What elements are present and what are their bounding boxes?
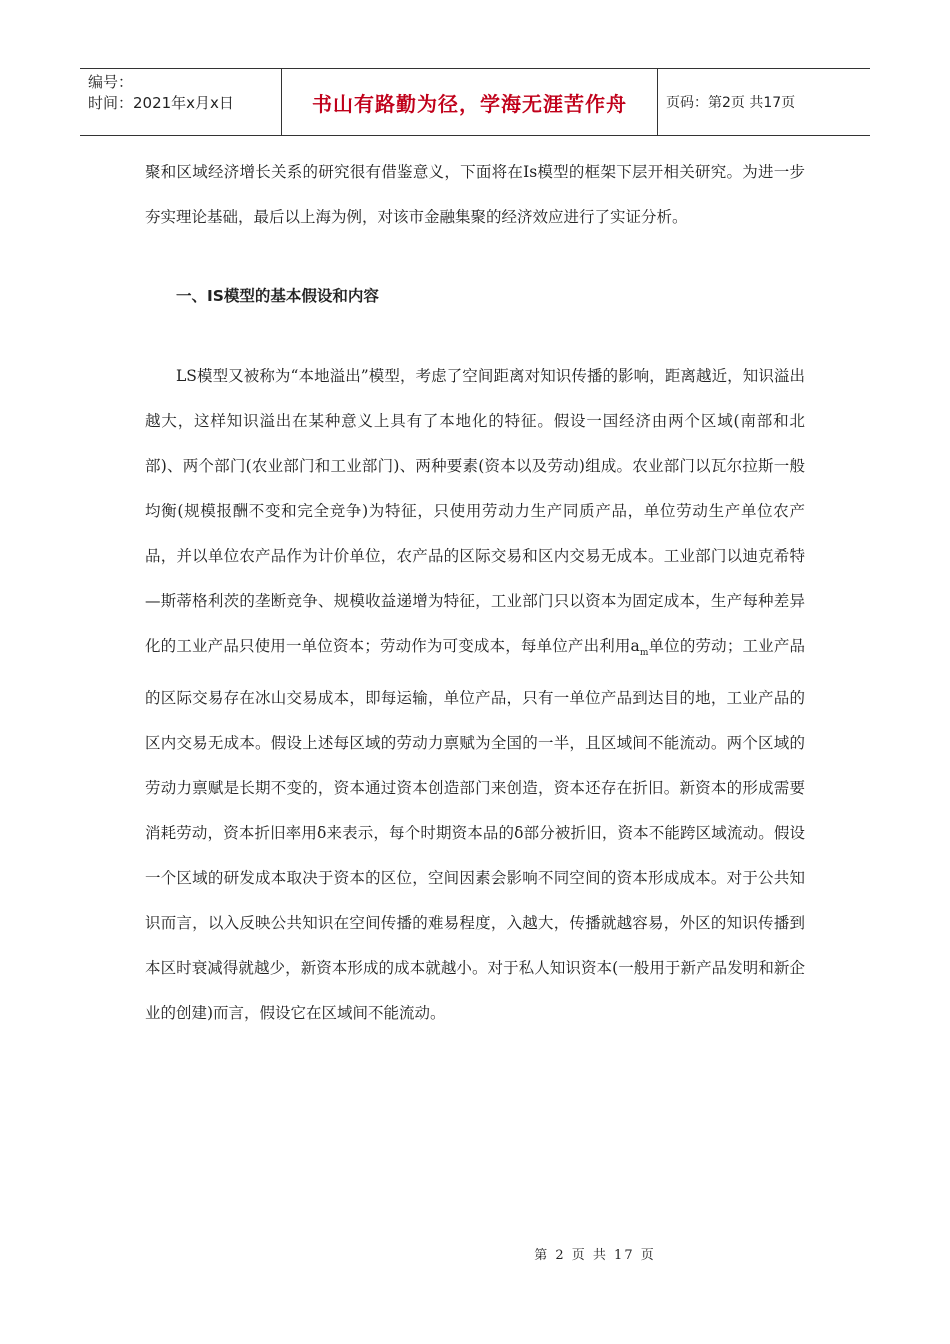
number-label: 编号： bbox=[88, 73, 134, 91]
time-label: 时间：2021年x月x日 bbox=[88, 94, 234, 112]
footer-page-number: 第 2 页 共 17 页 bbox=[534, 1248, 656, 1263]
subscript-m: m bbox=[639, 648, 649, 659]
header-meta bbox=[80, 69, 282, 135]
section-heading: 一、IS模型的基本假设和内容 bbox=[176, 287, 379, 305]
paragraph-text-part2: 单位的劳动；工业产品的区际交易存在冰山交易成本，即每运输，单位产品，只有一单位产品到达目的地，工业产品的区内交易无成本。假设上述每区域的劳动力禀赋为全国的一半，且区域间不能流动。两个区域的劳动力禀赋是长期不变的，资本通过资本创造部门来创造，资本还存在折旧。新资本的形成需要消耗劳动，资本折旧率用δ来表示，每个时期资本品的δ部分被折旧，资本不能跨区域流动。假设一个区域的研发成本取决于资本的区位，空间因素会影响不同空间的资本形成成本。对于公共知识而言，以入反映公共知识在空间传播的难易程度，入越大，传播就越容易，外区的知识传播到本区时衰减得就越少，新资本形成的成本就越小。对于私人知识资本(一般用于新产品发明和新企业的创建)而言，假设它在区域间不能流动。 bbox=[145, 637, 805, 1023]
header-table bbox=[80, 68, 870, 136]
paragraph-text-part1: LS模型又被称为“本地溢出”模型，考虑了空间距离对知识传播的影响，距离越近，知识溢出越大，这样知识溢出在某种意义上具有了本地化的特征。假设一国经济由两个区域(南部和北部)、两个部门(农业部门和工业部门)、两种要素(资本以及劳动)组成。农业部门以瓦尔拉斯一般均衡(规模报酬不变和完全竞争)为特征，只使用劳动力生产同质产品，单位劳动生产单位农产品，并以单位农产品作为计价单位，农产品的区际交易和区内交易无成本。工业部门以迪克希特—斯蒂格利茨的垄断竞争、规模收益递增为特征，工业部门只以资本为固定成本，生产每种差异化的工业产品只使用一单位资本；劳动作为可变成本，每单位产出利用a bbox=[145, 367, 805, 655]
document-body bbox=[145, 150, 805, 1036]
page-footer bbox=[0, 1244, 950, 1263]
header-motto: 书山有路勤为径，学海无涯苦作舟 bbox=[282, 69, 658, 135]
body-paragraph bbox=[145, 354, 805, 1036]
intro-paragraph: 聚和区域经济增长关系的研究很有借鉴意义，下面将在Is模型的框架下层开相关研究。为进一步夯实理论基础，最后以上海为例，对该市金融集聚的经济效应进行了实证分析。 bbox=[145, 163, 805, 226]
header-page-info: 页码：第2页 共17页 bbox=[666, 95, 796, 111]
